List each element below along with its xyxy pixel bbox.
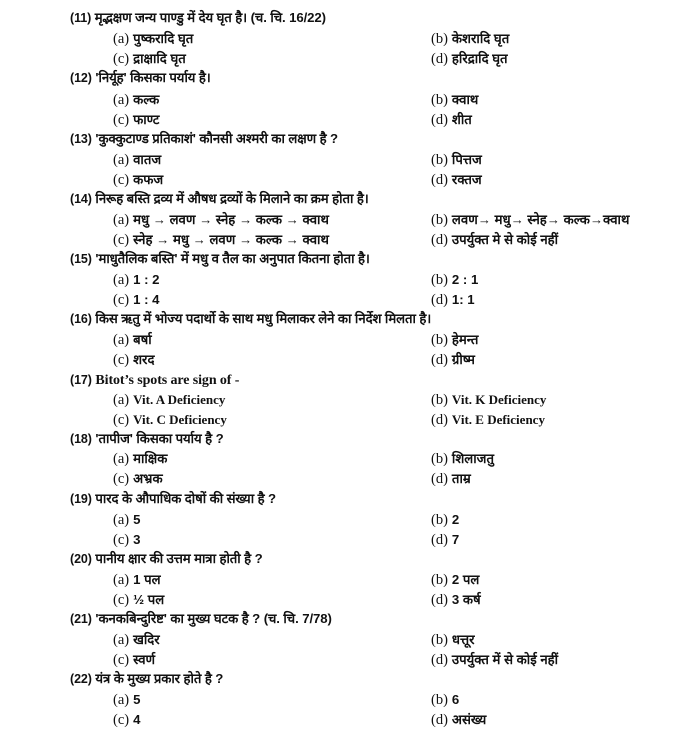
question-18 <box>70 430 224 448</box>
option-text: उपर्युक्त में से कोई नहीं <box>451 652 559 667</box>
option-label: (d) <box>431 172 448 188</box>
option-label: (c) <box>113 112 130 128</box>
option-16d[interactable] <box>431 351 475 369</box>
option-text: शिलाजतु <box>451 451 494 466</box>
question-15 <box>70 250 370 268</box>
option-text: खदिर <box>133 632 160 647</box>
option-label: (c) <box>113 51 130 67</box>
question-text: निरूह बस्ति द्रव्य में औषध द्रव्यों के मिलाने का क्रम होता है। <box>95 191 369 206</box>
option-label: (c) <box>113 471 130 487</box>
option-text: Vit. E Deficiency <box>451 412 545 427</box>
option-15d[interactable] <box>431 291 475 309</box>
option-18b[interactable] <box>431 450 494 468</box>
option-20b[interactable] <box>431 571 479 589</box>
option-21d[interactable] <box>431 651 558 669</box>
option-17d[interactable] <box>431 411 545 429</box>
option-17b[interactable] <box>431 391 546 409</box>
option-text: शीत <box>451 112 472 127</box>
option-12c[interactable] <box>113 111 159 129</box>
option-text: उपर्युक्त मे से कोई नहीं <box>451 232 559 247</box>
question-number: (22) <box>70 672 92 686</box>
option-13c[interactable] <box>113 171 163 189</box>
question-16 <box>70 310 431 328</box>
option-label: (a) <box>113 512 130 528</box>
option-11d[interactable] <box>431 50 508 68</box>
option-14d[interactable] <box>431 231 558 249</box>
question-number: (19) <box>70 492 92 506</box>
option-label: (a) <box>113 272 130 288</box>
option-label: (b) <box>431 92 448 108</box>
option-22b[interactable] <box>431 691 459 709</box>
option-text: माक्षिक <box>133 451 168 466</box>
option-text: लवण→ मधु→ स्नेह→ कल्क→क्वाथ <box>451 212 630 227</box>
option-13b[interactable] <box>431 151 482 169</box>
question-number: (17) <box>70 373 92 387</box>
option-label: (a) <box>113 332 130 348</box>
option-label: (b) <box>431 451 448 467</box>
option-label: (c) <box>113 232 130 248</box>
option-21c[interactable] <box>113 651 155 669</box>
question-number: (13) <box>70 132 92 146</box>
option-label: (d) <box>431 352 448 368</box>
option-19c[interactable] <box>113 531 140 549</box>
option-label: (c) <box>113 592 130 608</box>
option-11a[interactable] <box>113 30 193 48</box>
option-text: कल्क <box>133 92 160 107</box>
option-label: (d) <box>431 412 448 428</box>
option-12d[interactable] <box>431 111 472 129</box>
option-label: (c) <box>113 412 130 428</box>
option-22d[interactable] <box>431 711 486 729</box>
option-text: 1: 1 <box>451 292 475 307</box>
option-text: 2 <box>451 512 460 527</box>
option-label: (c) <box>113 712 130 728</box>
option-label: (a) <box>113 572 130 588</box>
option-18a[interactable] <box>113 450 167 468</box>
option-16c[interactable] <box>113 351 154 369</box>
question-22 <box>70 670 223 688</box>
question-text: पानीय क्षार की उत्तम मात्रा होती है ? <box>95 551 263 566</box>
question-13 <box>70 130 338 148</box>
option-text: शरद <box>133 352 155 367</box>
question-17 <box>70 371 239 390</box>
option-label: (a) <box>113 632 130 648</box>
option-label: (b) <box>431 332 448 348</box>
option-text: 3 <box>133 532 141 547</box>
option-label: (c) <box>113 292 130 308</box>
option-19b[interactable] <box>431 511 459 529</box>
option-18d[interactable] <box>431 470 471 488</box>
option-label: (c) <box>113 172 130 188</box>
option-18c[interactable] <box>113 470 163 488</box>
option-11b[interactable] <box>431 30 509 48</box>
question-text: 'कुक्कुटाण्ड प्रतिकाशं' कौनसी अश्मरी का लक्षण है ? <box>95 131 339 146</box>
option-21a[interactable] <box>113 631 160 649</box>
option-text: हरिद्रादि घृत <box>451 51 508 66</box>
option-text: क्वाथ <box>451 92 479 107</box>
question-11 <box>70 9 326 27</box>
option-20d[interactable] <box>431 591 481 609</box>
option-text: फाण्ट <box>133 112 160 127</box>
option-20c[interactable] <box>113 591 164 609</box>
option-text: स्वर्ण <box>133 652 156 667</box>
option-19d[interactable] <box>431 531 459 549</box>
question-14 <box>70 190 369 208</box>
option-16a[interactable] <box>113 331 152 349</box>
question-21 <box>70 610 332 628</box>
question-text: 'कनकबिन्दुरिष्ट' का मुख्य घटक है ? (च. चि. 7/78) <box>95 611 332 626</box>
option-text: केशरादि घृत <box>451 31 510 46</box>
option-label: (a) <box>113 31 130 47</box>
option-15a[interactable] <box>113 271 159 289</box>
option-20a[interactable] <box>113 571 161 589</box>
option-label: (b) <box>431 152 448 168</box>
question-text: मृद्भक्षण जन्य पाण्डु में देय घृत है। (च. चि. 16/22) <box>94 10 326 25</box>
option-label: (b) <box>431 632 448 648</box>
option-text: 3 कर्ष <box>451 592 481 607</box>
option-16b[interactable] <box>431 331 478 349</box>
option-text: 2 पल <box>451 572 480 587</box>
question-text: 'तापीज' किसका पर्याय है ? <box>95 431 224 446</box>
option-label: (a) <box>113 451 130 467</box>
option-text: Vit. A Deficiency <box>133 392 226 407</box>
option-label: (d) <box>431 592 448 608</box>
option-11c[interactable] <box>113 50 186 68</box>
question-number: (16) <box>70 312 92 326</box>
question-text: 'माधुतैलिक बस्ति' में मधु व तैल का अनुपात कितना होता है। <box>95 251 370 266</box>
option-label: (d) <box>431 652 448 668</box>
option-label: (c) <box>113 652 130 668</box>
option-text: रक्तज <box>451 172 482 187</box>
question-number: (18) <box>70 432 92 446</box>
option-text: 4 <box>133 712 141 727</box>
option-text: ½ पल <box>133 592 165 607</box>
option-label: (c) <box>113 352 130 368</box>
question-text: किस ऋतु में भोज्य पदार्थो के साथ मधु मिलाकर लेने का निर्देश मिलता है। <box>95 311 432 326</box>
option-label: (a) <box>113 392 130 408</box>
option-label: (b) <box>431 512 448 528</box>
option-label: (b) <box>431 692 448 708</box>
option-label: (d) <box>431 51 448 67</box>
option-17a[interactable] <box>113 391 225 409</box>
option-label: (c) <box>113 532 130 548</box>
option-text: Vit. K Deficiency <box>451 392 547 407</box>
option-text: 5 <box>133 692 141 707</box>
option-text: वातज <box>133 152 162 167</box>
option-label: (b) <box>431 272 448 288</box>
option-text: कफज <box>133 172 164 187</box>
option-15b[interactable] <box>431 271 478 289</box>
option-text: पुष्करादि घृत <box>133 31 194 46</box>
question-number: (14) <box>70 192 92 206</box>
option-text: Vit. C Deficiency <box>133 412 227 427</box>
option-text: असंख्य <box>451 712 487 727</box>
option-label: (b) <box>431 212 448 228</box>
question-19 <box>70 490 276 508</box>
option-label: (d) <box>431 292 448 308</box>
option-13a[interactable] <box>113 151 161 169</box>
question-number: (15) <box>70 252 92 266</box>
question-number: (12) <box>70 71 92 85</box>
option-17c[interactable] <box>113 411 227 429</box>
option-label: (a) <box>113 152 130 168</box>
option-14c[interactable] <box>113 231 329 249</box>
option-label: (a) <box>113 92 130 108</box>
option-14a[interactable] <box>113 211 329 229</box>
option-label: (d) <box>431 232 448 248</box>
option-text: 7 <box>451 532 460 547</box>
option-15c[interactable] <box>113 291 159 309</box>
option-label: (b) <box>431 392 448 408</box>
option-label: (d) <box>431 112 448 128</box>
option-label: (a) <box>113 692 130 708</box>
option-text: धत्तूर <box>451 632 475 647</box>
question-12 <box>70 69 211 87</box>
question-number: (21) <box>70 612 92 626</box>
question-20 <box>70 550 263 568</box>
option-label: (d) <box>431 471 448 487</box>
option-22c[interactable] <box>113 711 140 729</box>
option-12b[interactable] <box>431 91 478 109</box>
option-text: बर्षा <box>133 332 152 347</box>
option-text: मधु → लवण → स्नेह → कल्क → क्वाथ <box>133 212 329 227</box>
question-number: (20) <box>70 552 92 566</box>
option-label: (d) <box>431 532 448 548</box>
option-text: 1 : 2 <box>133 272 160 287</box>
option-text: स्नेह → मधु → लवण → कल्क → क्वाथ <box>133 232 329 247</box>
option-text: 6 <box>451 692 460 707</box>
question-text: यंत्र के मुख्य प्रकार होते है ? <box>95 671 224 686</box>
option-13d[interactable] <box>431 171 482 189</box>
option-text: पित्तज <box>451 152 482 167</box>
option-text: 1 पल <box>133 572 161 587</box>
option-label: (b) <box>431 572 448 588</box>
question-text: 'निर्यूह' किसका पर्याय है। <box>95 70 211 85</box>
option-text: ग्रीष्म <box>451 352 475 367</box>
option-text: 2 : 1 <box>451 272 479 287</box>
option-text: ताम्र <box>451 471 471 486</box>
option-text: हेमन्त <box>451 332 479 347</box>
question-number: (11) <box>70 11 92 25</box>
question-text: पारद के औपाधिक दोषों की संख्या है ? <box>95 491 277 506</box>
option-14b[interactable] <box>431 211 629 229</box>
option-19a[interactable] <box>113 511 140 529</box>
option-text: 5 <box>133 512 141 527</box>
option-text: द्राक्षादि घृत <box>133 51 186 66</box>
question-text: Bitot’s spots are sign of - <box>95 373 240 388</box>
option-label: (b) <box>431 31 448 47</box>
option-text: अभ्रक <box>133 471 163 486</box>
option-21b[interactable] <box>431 631 475 649</box>
option-12a[interactable] <box>113 91 159 109</box>
option-label: (a) <box>113 212 130 228</box>
option-22a[interactable] <box>113 691 140 709</box>
option-label: (d) <box>431 712 448 728</box>
option-text: 1 : 4 <box>133 292 160 307</box>
